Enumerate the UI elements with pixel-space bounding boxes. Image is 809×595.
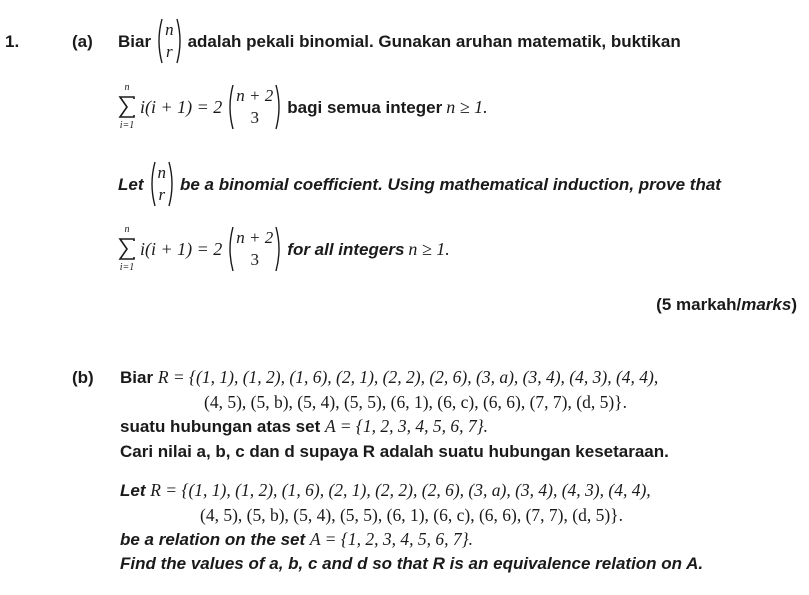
marks-close: ): [791, 295, 797, 314]
condition: n ≥ 1.: [408, 238, 450, 259]
part-b-malay-line1: [120, 367, 658, 388]
part-b-english-line4: Find the values of a, b, c and d so that R is an equivalence relation on A.: [120, 554, 704, 573]
binomial-n-r: [155, 17, 184, 65]
relation-set: R = {(1, 1), (1, 2), (1, 6), (2, 1), (2, 2), (2, 6), (3, a), (3, 4), (4, 3), (4, 4),: [157, 367, 659, 387]
right-paren-icon: [274, 225, 283, 273]
sum-body: i(i + 1) = 2: [140, 238, 223, 259]
text: for all integers: [287, 239, 405, 259]
text: be a relation on the set: [120, 530, 306, 549]
summation: [118, 224, 136, 274]
binom-top: n + 2: [236, 86, 274, 105]
statement: adalah pekali binomial. Gunakan aruhan matematik, buktikan: [187, 31, 681, 51]
sum-lower: i=1: [119, 262, 135, 273]
summation: [118, 82, 136, 132]
binom-top: n: [157, 163, 166, 182]
binom-bottom: r: [158, 185, 166, 204]
prefix: Let: [120, 481, 146, 500]
right-paren-icon: [274, 83, 283, 131]
part-b-malay-line4: Cari nilai a, b, c dan d supaya R adalah suatu hubungan kesetaraan.: [120, 442, 669, 461]
sum-upper: n: [124, 82, 130, 93]
binomial-n-r: [148, 160, 177, 208]
binomial-n2-3: [226, 83, 283, 131]
relation-set: R = {(1, 1), (1, 2), (1, 6), (2, 1), (2, 2), (2, 6), (3, a), (3, 4), (4, 3), (4, 4),: [150, 480, 651, 500]
sum-upper: n: [124, 224, 130, 235]
part-a-malay-formula: [118, 82, 488, 132]
marks-english: marks: [741, 295, 792, 314]
text: suatu hubungan atas set: [120, 417, 321, 436]
sigma-icon: [118, 238, 136, 260]
binom-top: n + 2: [236, 228, 274, 247]
intro: Biar: [118, 31, 152, 51]
sum-lower: i=1: [119, 120, 135, 131]
intro: Let: [118, 174, 144, 194]
statement: be a binomial coefficient. Using mathematical induction, prove that: [180, 174, 721, 194]
part-b-english-line2: (4, 5), (5, b), (5, 4), (5, 5), (6, 1), (6, c), (6, 6), (7, 7), (d, 5)}.: [200, 505, 623, 525]
condition: n ≥ 1.: [446, 96, 488, 117]
binom-bottom: r: [166, 42, 173, 61]
part-b-malay-line2: (4, 5), (5, b), (5, 4), (5, 5), (6, 1), (6, c), (6, 6), (7, 7), (d, 5)}.: [204, 392, 627, 412]
binom-bottom: 3: [250, 108, 260, 127]
left-paren-icon: [226, 225, 235, 273]
text: bagi semua integer: [287, 97, 443, 117]
part-b-english-line3: [120, 529, 473, 550]
part-b-english-line1: [120, 480, 651, 501]
part-b-label: (b): [72, 368, 94, 387]
prefix: Biar: [120, 368, 154, 387]
set-a: A = {1, 2, 3, 4, 5, 6, 7}.: [309, 529, 473, 549]
question-number: 1.: [5, 32, 20, 51]
right-paren-icon: [175, 17, 184, 65]
marks-malay: (5 markah/: [656, 295, 742, 314]
sum-body: i(i + 1) = 2: [140, 96, 223, 117]
part-b-malay-line3: [120, 416, 488, 437]
marks-label: [656, 294, 797, 315]
left-paren-icon: [148, 160, 157, 208]
binom-bottom: 3: [250, 250, 260, 269]
part-a-malay-line1: [118, 17, 681, 65]
left-paren-icon: [155, 17, 164, 65]
left-paren-icon: [226, 83, 235, 131]
part-a-english-formula: [118, 224, 450, 274]
right-paren-icon: [167, 160, 176, 208]
part-a-label: (a): [72, 32, 93, 51]
set-a: A = {1, 2, 3, 4, 5, 6, 7}.: [324, 416, 489, 436]
binom-top: n: [165, 20, 174, 39]
part-a-english-line1: [118, 160, 721, 208]
binomial-n2-3: [226, 225, 283, 273]
sigma-icon: [118, 96, 136, 118]
